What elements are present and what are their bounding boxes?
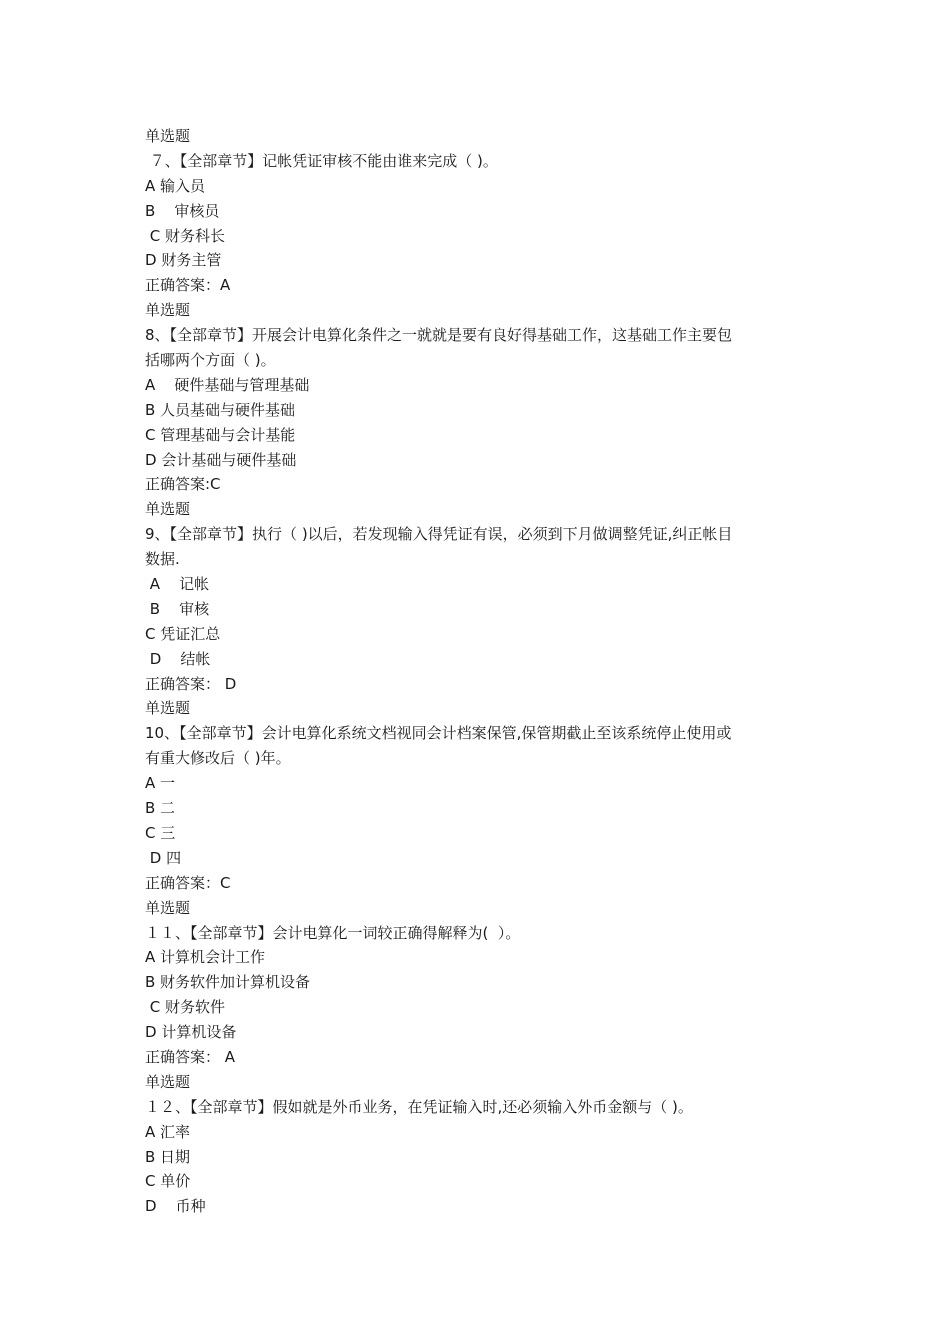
question-block — [145, 896, 815, 1070]
question-block — [145, 696, 815, 895]
document-page — [145, 124, 815, 1219]
question-type: 单选题 — [145, 301, 191, 320]
question-type: 单选题 — [145, 1072, 191, 1091]
question-stem: 9、【全部章节】执行（ )以后，若发现输入得凭证有误，必须到下月做调整凭证,纠正帐目 — [145, 525, 733, 544]
option-a: A 记帐 — [145, 575, 210, 594]
option-b: B 二 — [145, 799, 176, 818]
question-block — [145, 497, 815, 696]
question-stem: 10、【全部章节】会计电算化系统文档视同会计档案保管,保管期截止至该系统停止使用或 — [145, 724, 732, 743]
option-d: D 四 — [145, 848, 182, 867]
option-b: B 审核 — [145, 599, 210, 618]
option-a: A 汇率 — [145, 1122, 191, 1141]
question-type: 单选题 — [145, 127, 191, 145]
option-d: D 币种 — [145, 1197, 206, 1216]
option-c: C 三 — [145, 823, 176, 842]
question-type: 单选题 — [145, 898, 191, 917]
correct-answer: 正确答案：A — [145, 276, 231, 295]
option-d: D 会计基础与硬件基础 — [145, 450, 297, 469]
option-b: B 财务软件加计算机设备 — [145, 973, 311, 992]
option-a: A 输入员 — [145, 176, 206, 195]
option-d: D 计算机设备 — [145, 1023, 237, 1042]
question-stem-continued: 有重大修改后（ )年。 — [145, 749, 291, 768]
correct-answer: 正确答案：C — [145, 873, 231, 892]
question-block — [145, 1070, 815, 1219]
question-stem: １１、【全部章节】会计电算化一词较正确得解释为( ）。 — [145, 923, 521, 942]
question-type: 单选题 — [145, 500, 191, 519]
correct-answer: 正确答案： D — [145, 674, 237, 693]
question-stem: ７、【全部章节】记帐凭证审核不能由谁来完成（ )。 — [145, 151, 498, 170]
option-c: C 财务软件 — [145, 998, 226, 1017]
question-stem: 8、【全部章节】开展会计电算化条件之一就就是要有良好得基础工作，这基础工作主要包 — [145, 326, 733, 345]
option-d: D 结帐 — [145, 649, 211, 668]
option-c: C 单价 — [145, 1172, 191, 1191]
correct-answer: 正确答案:C — [145, 475, 221, 494]
option-a: A 计算机会计工作 — [145, 948, 266, 967]
question-stem-continued: 括哪两个方面（ )。 — [145, 351, 276, 370]
option-c: C 财务科长 — [145, 226, 226, 245]
option-c: C 管理基础与会计基能 — [145, 425, 296, 444]
question-block — [145, 124, 815, 298]
option-d: D 财务主管 — [145, 251, 222, 270]
option-c: C 凭证汇总 — [145, 624, 221, 643]
question-stem-continued: 数据. — [145, 550, 180, 569]
option-b: B 人员基础与硬件基础 — [145, 400, 296, 419]
option-b: B 日期 — [145, 1147, 191, 1166]
correct-answer: 正确答案： A — [145, 1047, 236, 1066]
option-a: A 一 — [145, 774, 176, 793]
option-b: B 审核员 — [145, 201, 220, 220]
question-type: 单选题 — [145, 699, 191, 718]
question-stem: １２、【全部章节】假如就是外币业务，在凭证输入时,还必须输入外币金额与（ )。 — [145, 1097, 693, 1116]
question-block — [145, 298, 815, 497]
option-a: A 硬件基础与管理基础 — [145, 375, 310, 394]
